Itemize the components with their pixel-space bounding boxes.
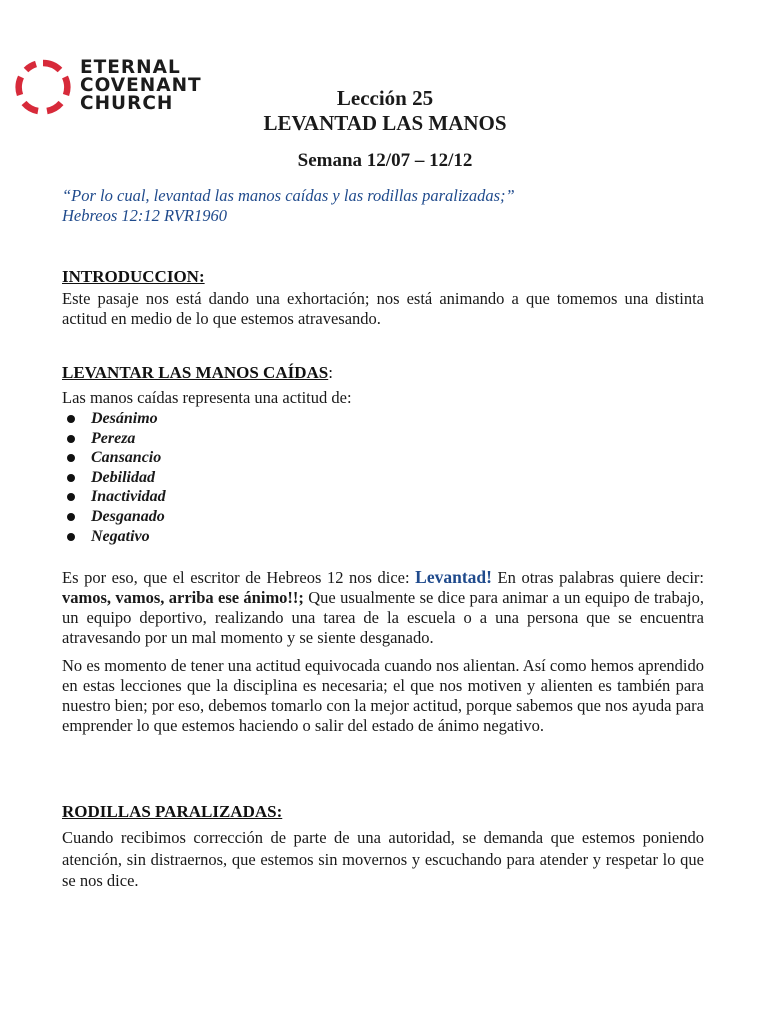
bullet-icon xyxy=(67,415,75,423)
list-item xyxy=(62,409,166,429)
manos-heading-colon: : xyxy=(328,363,333,382)
bullet-icon xyxy=(67,533,75,541)
list-item xyxy=(62,507,166,527)
list-item xyxy=(62,468,166,488)
list-item-label: Cansancio xyxy=(91,449,162,467)
list-item xyxy=(62,527,166,547)
intro-heading: INTRODUCCION: xyxy=(62,267,205,286)
levantad-emphasis: Levantad! xyxy=(415,567,492,587)
manos-lead: Las manos caídas representa una actitud de: xyxy=(62,388,352,407)
p1-intro: Es por eso, que el escritor de Hebreos 12 nos dice: xyxy=(62,568,416,587)
manos-paragraph-1 xyxy=(62,567,704,648)
bullet-icon xyxy=(67,474,75,482)
list-item xyxy=(62,429,166,449)
list-item-label: Inactividad xyxy=(91,488,166,506)
intro-text: Este pasaje nos está dando una exhortación; nos está animando a que tomemos una distinta actitud en medio de lo que estemos atravesando. xyxy=(62,289,704,328)
manos-heading-text: LEVANTAR LAS MANOS CAÍDAS xyxy=(62,363,329,382)
lesson-number: Lección 25 xyxy=(336,86,434,110)
manos-paragraph-2: No es momento de tener una actitud equivocada cuando nos alientan. Así como hemos aprendido en estas lecciones que la disciplina es necesaria; el que nos motiven y alienten es también para nuestro bien; por eso, debemos tomarlo con la mejor actitud, porque sabemos que nos ayuda para emprender lo que estemos haciendo o salir del estado de ánimo negativo. xyxy=(62,656,704,735)
list-item-label: Pereza xyxy=(91,429,136,447)
list-item xyxy=(62,487,166,507)
logo-wordmark xyxy=(80,59,202,113)
verse-reference: Hebreos 12:12 RVR1960 xyxy=(62,206,227,225)
rodillas-heading: RODILLAS PARALIZADAS: xyxy=(62,802,283,821)
week-range: Semana 12/07 – 12/12 xyxy=(297,150,473,171)
list-item-label: Negativo xyxy=(91,527,150,545)
logo-line-2: COVENANT xyxy=(80,75,202,96)
lesson-title: LEVANTAD LAS MANOS xyxy=(263,111,507,135)
traits-list xyxy=(62,409,166,546)
manos-heading xyxy=(62,363,333,383)
scripture-verse xyxy=(62,186,712,226)
verse-text: “Por lo cual, levantad las manos caídas y las rodillas paralizadas;” xyxy=(62,186,515,205)
list-item-label: Desganado xyxy=(91,507,165,525)
bullet-icon xyxy=(67,435,75,443)
logo-line-3: CHURCH xyxy=(80,93,174,114)
rodillas-text: Cuando recibimos corrección de parte de una autoridad, se demanda que estemos poniendo atención, sin distraernos, que estemos sin movernos y escuchando para atender y respetar lo que se nos dice. xyxy=(62,828,704,890)
p1-bold-phrase: vamos, vamos, arriba ese ánimo!!; xyxy=(62,588,304,607)
bullet-icon xyxy=(67,454,75,462)
list-item-label: Desánimo xyxy=(91,410,158,427)
bullet-icon xyxy=(67,513,75,521)
p1-rest: Que usualmente se dice para animar a un equipo de trabajo, un equipo deportivo, realizando una tarea de la escuela o a una persona que se encuentra atravesando por un mal momento y se siente desganado. xyxy=(62,588,704,647)
list-item xyxy=(62,448,166,468)
ring-segments-logo-icon xyxy=(14,58,72,116)
p1-middle: En otras palabras quiere decir: xyxy=(491,568,704,587)
logo-line-1: ETERNAL xyxy=(80,57,181,78)
bullet-icon xyxy=(67,493,75,501)
list-item-label: Debilidad xyxy=(91,468,155,486)
